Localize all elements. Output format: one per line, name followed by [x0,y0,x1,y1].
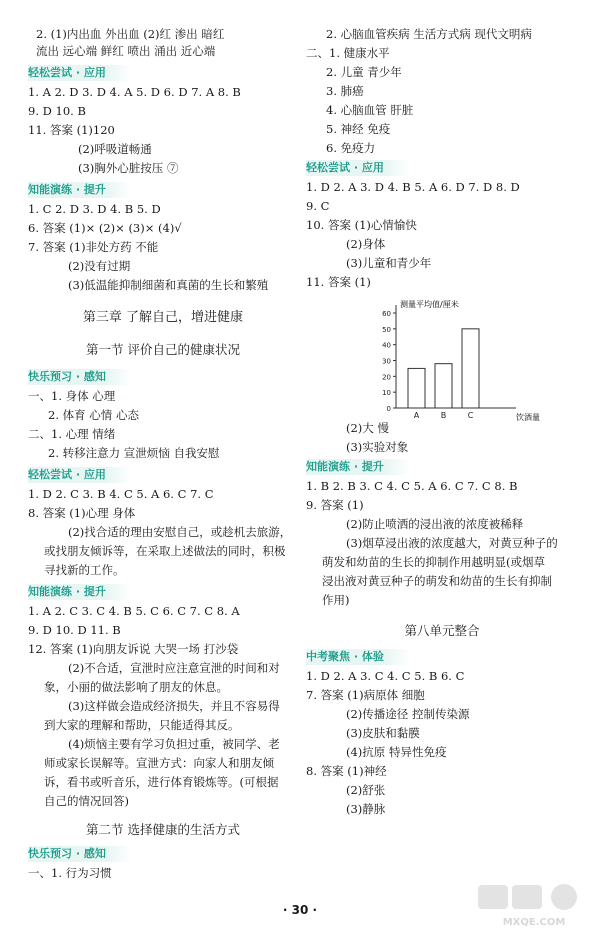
chart-y-tick-label: 30 [382,357,391,366]
answer-line: 1. D 2. C 3. B 4. C 5. A 6. C 7. C [28,487,214,501]
answer-line: 3. 肺癌 [326,84,364,98]
answer-line: 9. D 10. D 11. B [28,623,121,637]
section-heading: 中考聚焦 · 体验 [306,649,410,665]
chapter-title: 第三章 了解自己，增进健康 [82,310,244,325]
section-heading: 轻松尝试 · 应用 [28,65,132,81]
chart-x-tick-label: B [440,411,447,420]
answer-line: (2)没有过期 [68,259,131,273]
answer-line: 1. D 2. A 3. C 4. C 5. B 6. C [306,669,465,683]
answer-line: 8. 答案 (1)心理 身体 [28,506,136,520]
answer-line: 9. D 10. B [28,104,86,118]
answer-line: 1. B 2. B 3. C 4. C 5. A 6. C 7. C 8. B [306,479,518,493]
subsection-title: 第二节 选择健康的生活方式 [86,822,240,837]
answer-line: 6. 答案 (1)× (2)× (3)× (4)√ [28,221,182,235]
answer-line: 11. 答案 (1) [306,275,371,289]
answer-line: (3)儿童和青少年 [346,256,432,270]
answer-line: 2. 心脑血管疾病 生活方式病 现代文明病 [326,27,532,41]
answer-line: 二、1. 健康水平 [306,46,390,60]
answer-line: (4)抗原 特异性免疫 [346,745,447,759]
answer-line: (2)防止喷洒的浸出液的浓度被稀释 [346,517,524,531]
section-heading: 知能演练 · 提升 [28,182,132,198]
chart-x-tick-label: A [413,411,420,420]
answer-line: (2)呼吸道畅通 [78,142,152,156]
section-heading: 轻松尝试 · 应用 [28,467,132,483]
answer-line: (3)低温能抑制细菌和真菌的生长和繁殖 [68,278,269,292]
answer-line: 9. C [306,199,330,213]
answer-line: 1. A 2. D 3. D 4. A 5. D 6. D 7. A 8. B [28,85,241,99]
answer-line: 2. 儿童 青少年 [326,65,402,79]
answer-line: 到大家的理解和帮助，只能适得其反。 [44,718,240,732]
answer-line: 1. A 2. C 3. C 4. B 5. C 6. C 7. C 8. A [28,604,240,618]
answer-line: (3)皮肤和黏膜 [346,726,420,740]
answer-line: 6. 免疫力 [326,141,376,155]
answer-line: 象，小丽的做法影响了朋友的休息。 [44,680,228,694]
subsection-title: 第一节 评价自己的健康状况 [86,342,240,357]
answer-line: 萌发和幼苗的生长的抑制作用越明显(或烟草 [322,555,545,569]
chart-x-tick-label: C [467,411,474,420]
chart-ylabel: 测量平均值/厘米 [400,300,459,309]
chart-y-tick-label: 60 [382,310,391,318]
section-heading: 快乐预习 · 感知 [28,369,132,385]
answer-line: (2)舒张 [346,783,386,797]
answer-line: 5. 神经 免疫 [326,122,391,136]
answer-line: 或找朋友倾诉等，在采取上述做法的同时，积极 [44,544,286,558]
answer-line: 师或家长误解等。宣泄方式：向家人和朋友倾 [44,756,274,770]
answer-line: 2. 转移注意力 宣泄烦恼 自我安慰 [48,446,220,460]
answer-line: 自己的情况回答) [44,794,129,808]
chart-y-tick-label: 50 [382,325,391,334]
bar-chart [366,296,566,431]
page-number: · 30 · [282,903,318,917]
section-heading: 知能演练 · 提升 [28,584,132,600]
chart-bar [435,364,452,408]
answer-line: 2. (1)内出血 外出血 (2)红 渗出 暗红 [36,27,225,41]
chart-bar [408,368,425,408]
answer-line: 1. C 2. D 3. D 4. B 5. D [28,202,161,216]
watermark-logo [474,879,594,929]
answer-line: 浸出液对黄豆种子的萌发和幼苗的生长有抑制 [322,574,552,588]
answer-line: 8. 答案 (1)神经 [306,764,387,778]
answer-line: 二、1. 心理 情绪 [28,427,116,441]
answer-line: 1. D 2. A 3. D 4. B 5. A 6. D 7. D 8. D [306,180,520,194]
answer-line: (4)烦恼主要有学习负担过重，被同学、老 [68,737,280,751]
answer-line: (3)烟草浸出液的浓度越大，对黄豆种子的 [346,536,558,550]
answer-line: (2)传播途径 控制传染源 [346,707,470,721]
chart-y-tick-label: 40 [382,341,391,350]
section-heading: 轻松尝试 · 应用 [306,160,410,176]
bar-chart-svg [366,296,566,431]
section-heading: 知能演练 · 提升 [306,459,410,475]
answer-line: 9. 答案 (1) [306,498,364,512]
chart-xlabel: 饮酒量 [516,413,540,422]
answer-line: 流出 远心端 鲜红 喷出 涌出 近心端 [36,44,216,58]
answer-line: 一、1. 行为习惯 [28,866,112,880]
answer-line: 12. 答案 (1)向朋友诉说 大哭一场 打沙袋 [28,642,239,656]
answer-line: 作用) [322,593,350,607]
answer-line: (2)身体 [346,237,386,251]
answer-line: 一、1. 身体 心理 [28,389,116,403]
subsection-title: 第八单元整合 [404,623,480,638]
answer-line: 10. 答案 (1)心情愉快 [306,218,417,232]
answer-line: (3)实验对象 [346,440,409,454]
answer-line: (2)找合适的理由安慰自己，或趁机去旅游， [68,525,292,539]
section-heading: 快乐预习 · 感知 [28,846,132,862]
answer-line: 4. 心脑血管 肝脏 [326,103,414,117]
answer-line: (3)胸外心脏按压 ⑦ [78,161,179,175]
answer-line: (3)静脉 [346,802,386,816]
chart-y-tick-label: 0 [386,405,391,413]
answer-line: (3)这样做会造成经济损失，并且不容易得 [68,699,280,713]
answer-line: 11. 答案 (1)120 [28,123,115,137]
answer-line: (2)大 慢 [346,421,389,435]
answer-line: 诉，看书或听音乐，进行体育锻炼等。(可根据 [44,775,279,789]
answer-line: 寻找新的工作。 [44,563,125,577]
answer-line: 7. 答案 (1)病原体 细胞 [306,688,425,702]
chart-bar [462,329,479,408]
chart-y-tick-label: 10 [382,389,391,398]
answer-line: 2. 体育 心情 心态 [48,408,139,422]
chart-y-tick-label: 20 [382,373,391,382]
answer-line: 7. 答案 (1)非处方药 不能 [28,240,159,254]
svg-text:MXQE.COM: MXQE.COM [502,917,566,928]
answer-line: (2)不合适，宣泄时应注意宣泄的时间和对 [68,661,280,675]
